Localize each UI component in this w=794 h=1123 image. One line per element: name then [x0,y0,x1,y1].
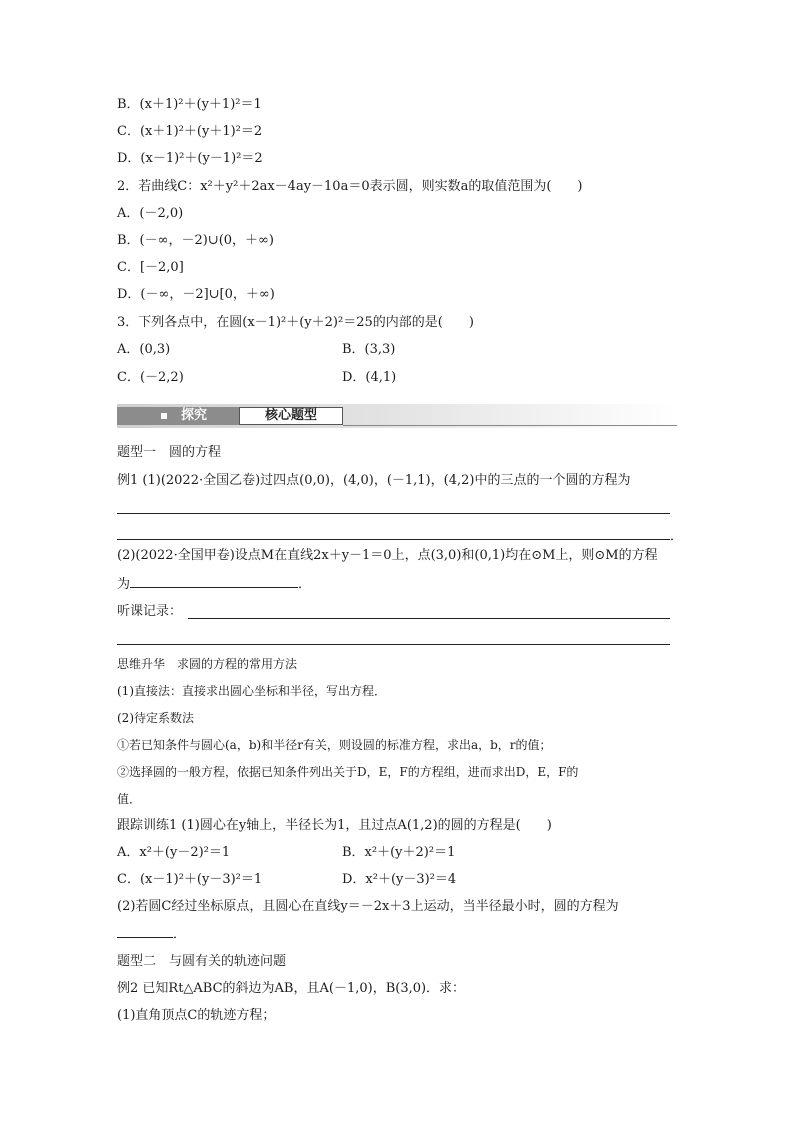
square-bullet-icon [161,413,167,419]
type2-title: 题型二 与圆有关的轨迹问题 [117,954,287,969]
practice1-part2: (2)若圆C经过坐标原点，且圆心在直线y＝－2x＋3上运动，当半径最小时，圆的方程为 [117,899,619,914]
notes-line [188,618,670,619]
notes-label: 听课记录： [117,604,183,619]
q3-option-a: A．(0,3) [117,342,171,357]
q2-option-d: D．(－∞，－2]∪[0，＋∞) [117,287,275,302]
notes-line [117,644,670,645]
q2-option-b: B．(－∞，－2)∪(0，＋∞) [117,233,274,248]
method-sub-2: ②选择圆的一般方程，依据已知条件列出关于D，E，F的方程组，进而求出D，E，F的 [117,765,579,779]
method-item-2: (2)待定系数法 [117,711,194,725]
method-title: 思维升华 求圆的方程的常用方法 [117,657,298,671]
q3-option-d: D．(4,1) [342,370,397,385]
answer-line [117,513,670,514]
q1-option-c: C．(x＋1)²＋(y＋1)²＝2 [117,124,263,139]
method-sub-2-cont: 值． [117,792,142,806]
practice1-option-b: B．x²＋(y＋2)²＝1 [342,845,456,860]
example2-stem: 例2 已知Rt△ABC的斜边为AB，且A(－1,0)，B(3,0)．求： [117,981,466,996]
practice1-stem: 跟踪训练1 (1)圆心在y轴上，半径长为1，且过点A(1,2)的圆的方程是( ) [117,818,552,833]
banner-label-explore: 探究 [117,407,239,425]
type1-title: 题型一 圆的方程 [117,445,222,460]
q2-stem: 2．若曲线C：x²＋y²＋2ax－4ay－10a＝0表示圆，则实数a的取值范围为( ) [117,179,583,194]
answer-period: ． [670,529,684,544]
example1-part2: (2)(2022·全国甲卷)设点M在直线2x＋y－1＝0上，点(3,0)和(0,1)均在⊙M上，则⊙M的方程 [117,548,658,563]
q1-option-d: D．(x－1)²＋(y－1)²＝2 [117,151,263,166]
practice1-option-c: C．(x－1)²＋(y－3)²＝1 [117,872,263,887]
q2-option-a: A．(－2,0) [117,206,184,221]
example1-part1: 例1 (1)(2022·全国乙卷)过四点(0,0)，(4,0)，(－1,1)，(4,2)中的三点的一个圆的方程为 [117,473,631,488]
q1-option-b: B．(x＋1)²＋(y＋1)²＝1 [117,97,262,112]
section-banner [117,404,677,428]
banner-divider [343,425,677,426]
method-sub-1: ①若已知条件与圆心(a，b)和半径r有关，则设圆的标准方程，求出a，b，r的值； [117,738,552,752]
example2-part1: (1)直角顶点C的轨迹方程； [117,1008,276,1023]
q3-option-c: C．(－2,2) [117,370,184,385]
q3-stem: 3．下列各点中，在圆(x－1)²＋(y＋2)²＝25的内部的是( ) [117,315,474,330]
answer-line [117,539,670,540]
method-item-1: (1)直接法：直接求出圆心坐标和半径，写出方程． [117,684,386,698]
answer-blank [130,575,298,588]
practice1-option-d: D．x²＋(y－3)²＝4 [342,872,457,887]
q3-option-b: B．(3,3) [342,342,396,357]
q2-option-c: C．[－2,0] [117,260,184,275]
example1-part2-answer: 为 ． [117,577,312,592]
practice1-part2-answer: ． [117,925,186,944]
answer-blank [117,925,173,938]
practice1-option-a: A．x²＋(y－2)²＝1 [117,845,231,860]
banner-label-core: 核心题型 [239,407,343,425]
